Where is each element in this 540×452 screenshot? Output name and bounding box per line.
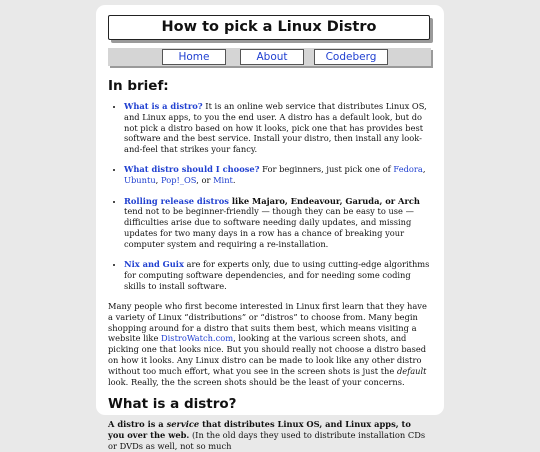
nav-about-link[interactable]: About (240, 49, 304, 65)
nav-home-link[interactable]: Home (162, 49, 226, 65)
rolling-release-link[interactable]: Rolling release distros (124, 195, 229, 206)
brief-list (108, 101, 430, 291)
page-card (96, 5, 444, 451)
mint-link[interactable]: Mint (213, 175, 233, 186)
what-is-distro-heading: What is a distro? (108, 396, 237, 413)
list-item: • Rolling release distros like Majaro, Endeavour, Garuda, or Arch tend not to be beginner-friendly — though they can be easy to use — difficulties arise due to software needing daily updates, and missing updates for two many days in a row has a chance of breaking your computer system and requiring a re-installation. (124, 196, 430, 250)
nav-bar (108, 48, 431, 66)
popos-link[interactable]: Pop!_OS (160, 175, 197, 186)
what-is-distro-link[interactable]: What is a distro? (124, 101, 203, 111)
list-item-text: It is an online web service that distributes Linux OS, and Linux apps, to you the end user. A distro has a default look, but do not pick a distro based on how it looks, pick one that has provides best software and the best service. Install your distro, then install any look-and-feel that strikes your fancy. (124, 101, 427, 155)
in-brief-heading: In brief: (108, 78, 169, 94)
main-content (108, 77, 430, 452)
intro-paragraph: Many people who first become interested in Linux first learn that they have a variety of Linux “distributions” or “distros” to choose from. Many begin shopping around for a distro that suits them best, which means visiting a website like DistroWatch.com, looking at the various screen shots, and picking one that looks nice. But you should really not choose a distro based on how it looks. Any Linux distro can be made to look like any other distro without too much effort, what you see in the screen shots is just the default look. Really, the the screen shots should be the least of your concerns. (108, 300, 427, 387)
which-distro-link[interactable]: What distro should I choose? (124, 164, 260, 175)
list-item (124, 101, 430, 155)
page-title: How to pick a Linux Distro (108, 15, 430, 40)
section2-paragraph: A distro is a service that distributes Linux OS, and Linux apps, to you over the web. (In the old days they used to distribute installation CDs or DVDs as well, not so much (108, 419, 426, 451)
ubuntu-link[interactable]: Ubuntu (124, 175, 156, 186)
nix-guix-link[interactable]: Nix and Guix (124, 259, 184, 270)
fedora-link[interactable]: Fedora (393, 164, 423, 175)
distrowatch-link[interactable]: DistroWatch.com (161, 333, 234, 344)
list-item: • What distro should I choose? For beginners, just pick one of Fedora, Ubuntu, Pop!_OS, or Mint. (124, 164, 430, 186)
list-item: • Nix and Guix are for experts only, due to using cutting-edge algorithms for computing software dependencies, and for needing some coding skills to install software. (124, 259, 430, 291)
nav-codeberg-link[interactable]: Codeberg (314, 49, 388, 65)
